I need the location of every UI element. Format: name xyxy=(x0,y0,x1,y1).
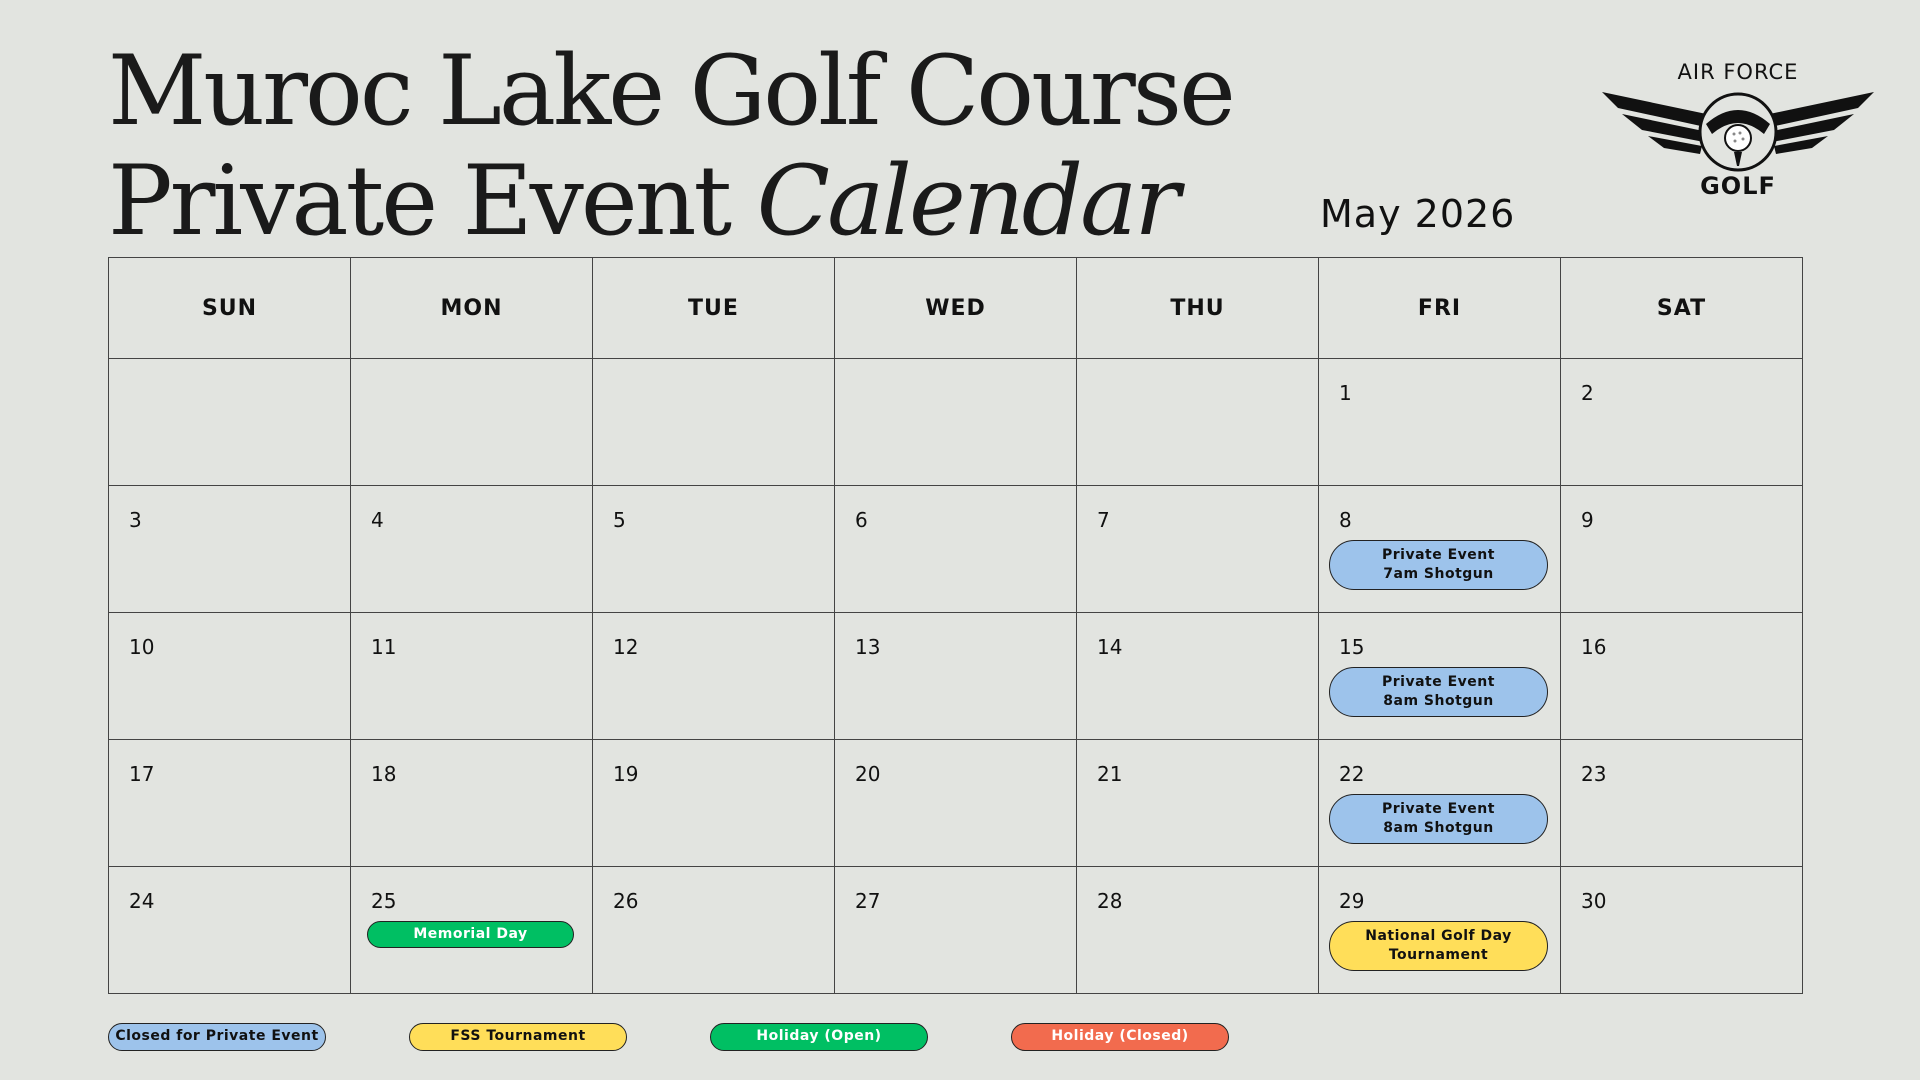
logo-top-text: AIR FORCE xyxy=(1677,60,1799,84)
weekday-thu: THU xyxy=(1077,258,1319,359)
event-detail: Tournament xyxy=(1388,947,1489,963)
legend-fss-tournament: FSS Tournament xyxy=(409,1023,627,1051)
event-pill[interactable] xyxy=(367,921,574,948)
legend-closed-private-event: Closed for Private Event xyxy=(108,1023,326,1051)
day-cell[interactable] xyxy=(1561,613,1803,740)
event-title: National Golf Day xyxy=(1365,928,1512,944)
empty-day-cell xyxy=(1077,359,1319,486)
day-number: 11 xyxy=(371,635,397,659)
day-cell[interactable] xyxy=(109,740,351,867)
weekday-tue: TUE xyxy=(593,258,835,359)
day-cell[interactable] xyxy=(1561,359,1803,486)
day-number: 20 xyxy=(855,762,881,786)
event-title: Private Event xyxy=(1382,674,1495,690)
day-cell[interactable] xyxy=(351,486,593,613)
day-number: 9 xyxy=(1581,508,1594,532)
legend-holiday-open: Holiday (Open) xyxy=(710,1023,928,1051)
day-number: 6 xyxy=(855,508,868,532)
day-number: 25 xyxy=(371,889,397,913)
day-cell[interactable] xyxy=(109,486,351,613)
day-number: 29 xyxy=(1339,889,1365,913)
day-cell[interactable] xyxy=(593,486,835,613)
air-force-golf-logo xyxy=(1598,56,1878,206)
day-number: 17 xyxy=(129,762,155,786)
day-cell[interactable] xyxy=(351,740,593,867)
event-title: Private Event xyxy=(1382,801,1495,817)
day-cell[interactable] xyxy=(1319,613,1561,740)
title-line-2 xyxy=(108,146,1233,256)
legend-holiday-closed: Holiday (Closed) xyxy=(1011,1023,1229,1051)
week-row xyxy=(109,867,1803,994)
day-number: 30 xyxy=(1581,889,1607,913)
day-cell[interactable] xyxy=(1561,740,1803,867)
day-cell[interactable] xyxy=(351,613,593,740)
day-number: 18 xyxy=(371,762,397,786)
day-number: 7 xyxy=(1097,508,1110,532)
event-pill[interactable] xyxy=(1329,667,1548,717)
empty-day-cell xyxy=(351,359,593,486)
title-line-2-italic: Calendar xyxy=(756,145,1178,257)
day-number: 13 xyxy=(855,635,881,659)
day-cell[interactable] xyxy=(1319,740,1561,867)
day-cell[interactable] xyxy=(1077,613,1319,740)
day-number: 3 xyxy=(129,508,142,532)
event-detail: 8am Shotgun xyxy=(1383,820,1494,836)
day-number: 19 xyxy=(613,762,639,786)
week-row xyxy=(109,359,1803,486)
weekday-fri: FRI xyxy=(1319,258,1561,359)
day-cell[interactable] xyxy=(835,740,1077,867)
event-pill[interactable] xyxy=(1329,540,1548,590)
day-number: 1 xyxy=(1339,381,1352,405)
day-number: 28 xyxy=(1097,889,1123,913)
week-row xyxy=(109,613,1803,740)
day-cell[interactable] xyxy=(593,740,835,867)
day-cell[interactable] xyxy=(835,867,1077,994)
empty-day-cell xyxy=(835,359,1077,486)
winged-golf-ball-icon xyxy=(1598,86,1878,176)
day-number: 14 xyxy=(1097,635,1123,659)
day-cell[interactable] xyxy=(109,867,351,994)
weekday-wed: WED xyxy=(835,258,1077,359)
day-number: 22 xyxy=(1339,762,1365,786)
day-cell[interactable] xyxy=(109,613,351,740)
weekday-mon: MON xyxy=(351,258,593,359)
day-number: 16 xyxy=(1581,635,1607,659)
day-cell[interactable] xyxy=(1077,740,1319,867)
event-detail: 8am Shotgun xyxy=(1383,693,1494,709)
day-cell[interactable] xyxy=(835,486,1077,613)
day-cell[interactable] xyxy=(1319,359,1561,486)
day-number: 5 xyxy=(613,508,626,532)
day-number: 15 xyxy=(1339,635,1365,659)
day-cell[interactable] xyxy=(1319,867,1561,994)
logo-bottom-text: GOLF xyxy=(1700,172,1776,200)
day-number: 27 xyxy=(855,889,881,913)
empty-day-cell xyxy=(593,359,835,486)
day-number: 12 xyxy=(613,635,639,659)
title-line-1: Muroc Lake Golf Course xyxy=(108,35,1233,147)
day-number: 8 xyxy=(1339,508,1352,532)
week-row xyxy=(109,486,1803,613)
day-cell[interactable] xyxy=(1561,867,1803,994)
day-number: 2 xyxy=(1581,381,1594,405)
day-number: 23 xyxy=(1581,762,1607,786)
calendar-grid xyxy=(108,257,1803,994)
day-number: 21 xyxy=(1097,762,1123,786)
event-pill[interactable] xyxy=(1329,921,1548,971)
month-label: May 2026 xyxy=(1320,192,1516,236)
weekday-sat: SAT xyxy=(1561,258,1803,359)
week-row xyxy=(109,740,1803,867)
day-cell[interactable] xyxy=(1077,867,1319,994)
day-cell[interactable] xyxy=(593,613,835,740)
event-title: Private Event xyxy=(1382,547,1495,563)
weekday-header-row xyxy=(109,258,1803,359)
day-cell[interactable] xyxy=(1319,486,1561,613)
day-cell[interactable] xyxy=(835,613,1077,740)
day-number: 26 xyxy=(613,889,639,913)
day-cell[interactable] xyxy=(593,867,835,994)
title-line-2-prefix: Private Event xyxy=(108,145,757,257)
empty-day-cell xyxy=(109,359,351,486)
weekday-sun: SUN xyxy=(109,258,351,359)
page-title xyxy=(108,36,1233,256)
event-detail: 7am Shotgun xyxy=(1383,566,1494,582)
event-pill[interactable] xyxy=(1329,794,1548,844)
day-cell[interactable] xyxy=(351,867,593,994)
day-cell[interactable] xyxy=(1077,486,1319,613)
day-number: 4 xyxy=(371,508,384,532)
event-title: Memorial Day xyxy=(413,926,528,942)
day-cell[interactable] xyxy=(1561,486,1803,613)
day-number: 24 xyxy=(129,889,155,913)
day-number: 10 xyxy=(129,635,155,659)
